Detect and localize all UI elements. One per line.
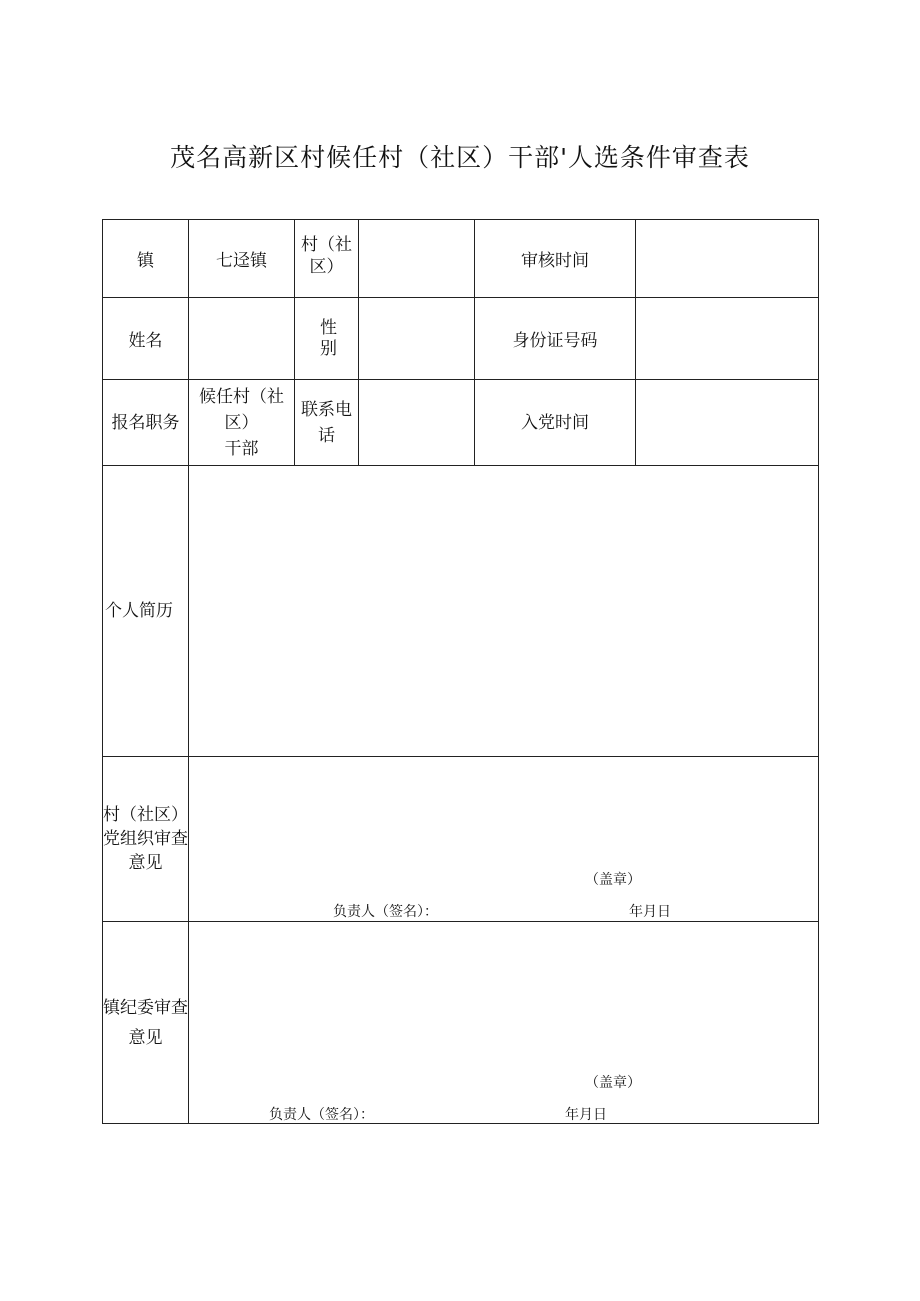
position-label: 报名职务: [103, 380, 189, 466]
party-org-label-line-1: 村（社区）: [103, 805, 188, 825]
position-value[interactable]: [189, 380, 295, 466]
party-org-label-line-2: 党组织审查: [103, 829, 188, 849]
party-join-time-field[interactable]: [636, 380, 819, 466]
name-field[interactable]: [189, 298, 295, 380]
id-number-field[interactable]: [636, 298, 819, 380]
table-row: [103, 922, 819, 1124]
review-time-label: 审核时间: [475, 220, 636, 298]
village-label: 村（社区）: [295, 220, 359, 298]
gender-label: [295, 298, 359, 380]
table-row: [103, 220, 819, 298]
table-row: [103, 466, 819, 757]
party-join-time-label: 入党时间: [475, 380, 636, 466]
table-row: [103, 757, 819, 922]
position-value-line-1: 候任村（社区）: [199, 386, 284, 433]
party-org-opinion-field[interactable]: [189, 757, 819, 922]
party-org-seal-text: （盖章）: [585, 872, 641, 888]
table-row: [103, 380, 819, 466]
review-time-field[interactable]: [636, 220, 819, 298]
phone-label: 联系电话: [295, 380, 359, 466]
village-value-field[interactable]: [359, 220, 475, 298]
discipline-label-line-1: 镇纪委审查: [103, 997, 188, 1018]
party-org-signer-label: 负责人（签名）：: [333, 904, 438, 920]
resume-field[interactable]: [189, 466, 819, 757]
page-title: 茂名高新区村候任村（社区）干部'人选条件审查表: [170, 143, 750, 172]
discipline-seal-text: （盖章）: [585, 1075, 641, 1091]
gender-label-line-1: 性: [320, 317, 337, 338]
discipline-date-label: 年月日: [565, 1107, 607, 1123]
party-org-label-line-3: 意见: [128, 853, 163, 873]
phone-field[interactable]: [359, 380, 475, 466]
name-label: 姓名: [103, 298, 189, 380]
party-org-opinion-label: [103, 757, 189, 922]
id-number-label: 身份证号码: [475, 298, 636, 380]
review-form-table: [102, 219, 819, 1124]
discipline-label-line-2: 意见: [128, 1027, 163, 1048]
position-value-line-2: 干部: [224, 438, 259, 459]
table-row: [103, 298, 819, 380]
gender-field[interactable]: [359, 298, 475, 380]
discipline-opinion-label: [103, 922, 189, 1124]
town-label: 镇: [103, 220, 189, 298]
party-org-date-label: 年月日: [629, 904, 671, 920]
gender-label-line-2: 别: [320, 338, 337, 359]
discipline-signer-label: 负责人（签名）：: [269, 1107, 374, 1123]
town-value[interactable]: 七迳镇: [189, 220, 295, 298]
discipline-opinion-field[interactable]: [189, 922, 819, 1124]
resume-label: 个人简历: [103, 466, 189, 757]
